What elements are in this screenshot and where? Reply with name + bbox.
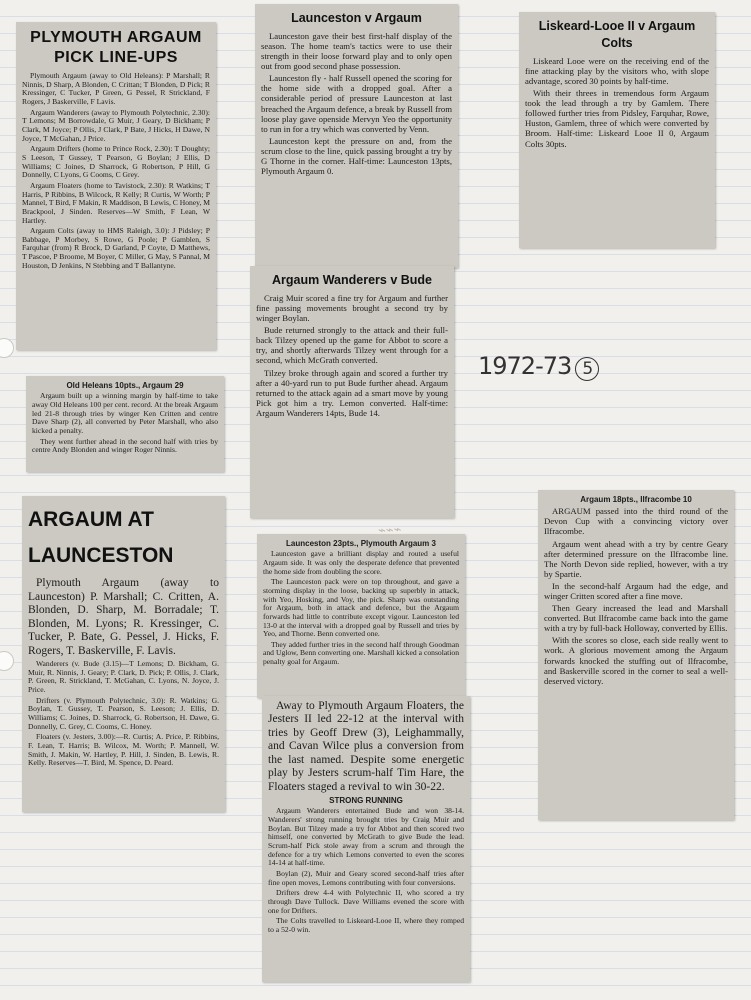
paragraph: Launceston fly - half Russell opened the scoring for the home side with a dropped goal. After a considerable period of pressure Launceston at last breached the Argaum defence, a break by Russell from loose play gave openside Mervyn Yeo the opportunity to run in for a try which was converted by Venn. [261,73,452,134]
headline: ARGAUM AT LAUNCESTON [28,508,174,567]
paragraph: Argaum Wanderers entertained Bude and won 38-14. Wanderers' strong running brought tries by Craig Muir and Boylan. But Tilzey made a try for Abbot and then scored two himself, one converted by McGrath to give Bude the lead. Scrum-half Pick stole away from a scrum and through the defence for a try which Lemons converted to even the scores 14-14 at half-time. [268,806,464,868]
paragraph: The Launceston pack were on top throughout, and gave a storming display in the loose, backing up superbly in attack, with Yeo, Hosking, and Voy, the pick. Sharp was outstanding for Argaum, both in attack and defence, but the Argaum forwards had little to contribute except vigour. Launceston led 13-0 at the interval with a dropped goal by Russell and tries by Yeo, and Thorne. Benn converted one. [263,577,459,639]
article-body-small [268,807,464,934]
paragraph: Launceston gave a brilliant display and routed a useful Argaum side. It was only the desperate defence that prevented the home side from doubling the score. [263,549,459,576]
paragraph: Floaters (v. Jesters, 3.00):—R. Curtis; A. Price, P. Ribbins, F. Lean, T. Harris; B. Wilcox, M. Worth; P. Mannell, W. Smith, J. Makin, W. Hartley, P. Hill, J. Sinden, B. Lewis, R. Kelly. Reserves—T. Bird, M. Spence, D. Peard. [28,732,219,768]
headline: Liskeard-Looe II v Argaum Colts [538,19,696,50]
headline: PLYMOUTH ARGAUM PICK LINE-UPS [30,29,202,66]
paragraph: Argaum Drifters (home to Prince Rock, 2.30): T Doughty; S Leeson, T Gussey, T Pearson, G Boylan; J Ellis, D Williams; C Joines, D Sharrock, G Robertson, P Hill, G Donnelly, C Lyons, G Cooms, C Grey. [22,144,210,180]
paragraph: Bude returned strongly to the attack and their full-back Tilzey opened up the game for Abbot to score a try, and shortly afterwards Tilzey went through for a second, which McGrath converted. [256,325,448,366]
paragraph: The Colts travelled to Liskeard-Looe II, where they romped to a 52-0 win. [268,916,464,934]
headline: Old Heleans 10pts., Argaum 29 [66,381,184,390]
paragraph: ARGAUM passed into the third round of the Devon Cup with a convincing victory over Ilfracombe. [544,506,728,537]
paragraph: Argaum built up a winning margin by half-time to take away Old Heleans 100 per cent. record. At the break Argaum led 21-8 through tries by winger Ken Critten and centre Dave Sharp (2), all converted by Peter Marshall, who also kicked a penalty. [32,391,218,435]
clipping-argaum-at-launceston [22,496,225,812]
paragraph: Then Geary increased the lead and Marshall converted. But Ilfracombe came back into the game with a try by full-back Holloway, converted by Ellis. [544,603,728,634]
paragraph: Craig Muir scored a fine try for Argaum and further fine passing movements brought a second try by winger Boylan. [256,292,448,324]
article-body [268,700,464,794]
paragraph: With their threes in tremendous form Argaum took the lead through a try by Gamlem. There followed further tries from Pidsley, Farquhar, Rowe, Huston, Gamlem, three of which were converted by Broom. Half-time: Liskeard Looe II 0, Argaum Colts 30pts. [525,88,709,149]
subheading: STRONG RUNNING [329,796,403,806]
headline: Argaum 18pts., Ilfracombe 10 [580,495,692,504]
faint-stamp: ⌁⌁⌁ [377,521,402,538]
article-body [263,550,459,667]
headline: Launceston v Argaum [291,11,422,25]
paragraph: Argaum went ahead with a try by centre Geary after determined pressure on the Ilfracombe line. The North Devon side replied, however, with a try by Spartie. [544,538,728,579]
paragraph: Drifters (v. Plymouth Polytechnic, 3.0): R. Watkins; G. Boylan, T. Gussey, T. Pearson, S. Leeson; J. Ellis, D. Williams; C. Joines, D. Sharrock, G. Robertson, H. Dawe, G. Donnelly, C. Grey, C. Cooms, C. Honey. [28,695,219,731]
clipping-liskeard-looe [519,12,715,248]
paragraph: Launceston gave their best first-half display of the season. The home team's tactics were to use their strength in their loose forward play and to only open out from good second phase possession. [261,30,452,72]
paragraph: Plymouth Argaum (away to Launceston) P. Marshall; C. Critten, A. Blonden, D. Sharp, M. Borradale; T. Blonden, M. Lyons; R. Kressinger, C. Tucker, P. Bate, G. Pessel, J. Hicks, F. Rogers, T. Baskerville, F. Lavis. [28,577,219,657]
clipping-floaters-strong-running [262,696,470,982]
clipping-launceston-23 [257,534,465,698]
paragraph: Launceston kept the pressure on and, from the scrum close to the line, quick passing brought a try by G Thorne in the corner. Half-time: Launceston 13pts, Plymouth Argaum 0. [261,135,452,177]
paragraph: With the scores so close, each side really went to work. A glorious movement among the Argaum forwards knocked the stuffing out of Ilfracombe, and Baskerville scored in the corner to seal a well-deserved victory. [544,635,728,686]
paragraph: Argaum Floaters (home to Tavistock, 2.30): R Watkins; T Harris, P Ribbins, B Wilcock, R Kelly; R Curtis, W Worth; P Mannel, T Bird, F Makin, R Maddison, B Lewis, C Honey, M Brackpool, J Sinden. Reserves—W Smith, F Lean, W Hartley. [22,180,211,225]
clipping-old-heleans [26,376,224,472]
season-text: 1972-73 [478,352,572,380]
paragraph: Argaum Colts (away to HMS Raleigh, 3.0): J Pidsley; P Babbage, P Morbey, S Rowe, G Poole; P Gamblen, S Farquhar (from) R Brock, D Garland, P Coyte, D Matthews, T Pascoe, P Broome, M Boyer, C Miller, G May, S Pannal, M Houston, D Jenkins, N Stebbing and T Ballantyne. [22,226,210,270]
paragraph: Away to Plymouth Argaum Floaters, the Jesters II led 22-12 at the interval with tries by Geoff Drew (3), Leighammally, and Cavan Wilce plus a conversion from the last named. Despite some energetic play by Jesters scrum-half Tim Hare, the Floaters staged a revival to win 30-22. [268,700,464,793]
article-body-small [28,660,219,768]
handwritten-season-note [478,352,599,381]
headline: Argaum Wanderers v Bude [272,273,432,287]
clipping-ilfracombe [538,490,734,820]
article-body [22,72,210,270]
paragraph: In the second-half Argaum had the edge, and winger Critten scored after a fine move. [544,580,728,602]
article-body [32,392,218,455]
paragraph: Plymouth Argaum (away to Old Heleans): P Marshall; R Ninnis, D Sharp, A Blonden, C Crittan; T Blonden, D Pick; R Kressinger, C Tucker, P Green, G Pessel, R Strickland, F Rogers, J Baskerville, F Lavis. [22,71,210,106]
paragraph: Wanderers (v. Bude (3.15)—T Lemons; D. Bickham, G. Muir, R. Ninnis, J. Geary; P. Clark, D. Pick; P. Ollis, J. Clark, P. Green, R. Strickland, T. McGahan, C. Lyons, N. Joyce, J. Price. [28,659,219,695]
paragraph: They added further tries in the second half through Goodman and Uglow, Benn converting one. Marshall kicked a consolation penalty goal for Argaum. [263,639,459,667]
circled-number: 5 [575,357,599,381]
paragraph: Boylan (2), Muir and Geary scored second-half tries after fine open moves, Lemons contributing with four conversions. [268,869,464,887]
paragraph: Drifters drew 4-4 with Polytechnic II, who scored a try through Dave Tullock. Dave Williams evened the score with one for Drifters. [268,888,464,915]
clipping-launceston-v-argaum [255,4,458,268]
punch-hole [0,651,14,671]
paragraph: Liskeard Looe were on the receiving end of the fine attacking play by the visitors who, with slope advantage, scored 30 points by half-time. [525,55,709,86]
paragraph: Tilzey broke through again and scored a further try after a 40-yard run to put Bude further ahead. Argaum returned to the attack again ad a smart move by young Pick got him a try. Lemon converted. Half-time: Argaum Wanderers 14pts, Bude 14. [256,367,448,418]
paragraph: They went further ahead in the second half with tries by centre Andy Blonden and winger Roger Ninnis. [32,436,218,455]
headline: Launceston 23pts., Plymouth Argaum 3 [286,539,436,548]
punch-hole [0,338,14,358]
paragraph: Argaum Wanderers (away to Plymouth Polytechnic, 2.30): T Lemons; M Borrowdale, G Muir, J Geary, D Bickham; P Clark, M Joyce; P Ollis, J Clark, P Bate, J Hicks, H Dawe, N Joyce, T McGahan, J Price. [22,107,210,143]
article-body [28,577,219,658]
clipping-wanderers-v-bude [250,266,454,518]
clipping-pick-line-ups [16,22,216,350]
